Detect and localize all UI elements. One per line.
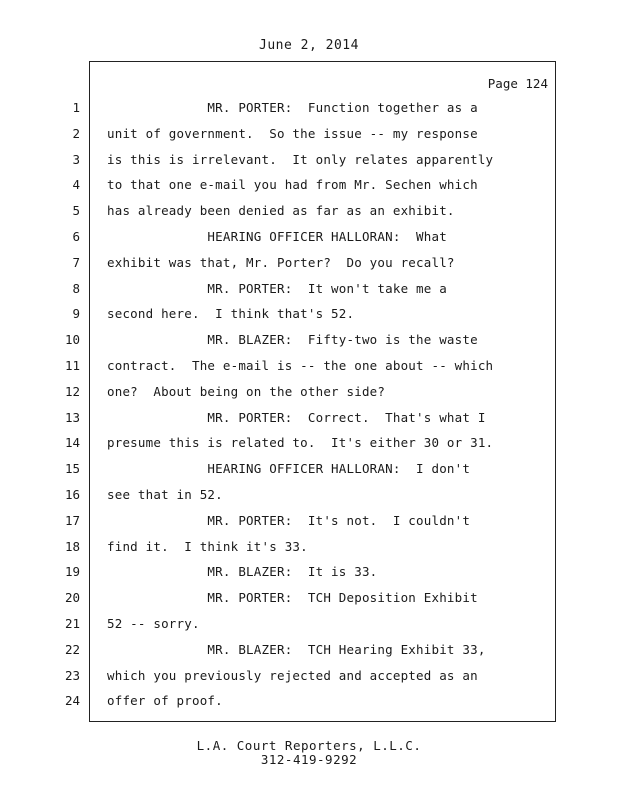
line-text: see that in 52. — [107, 487, 223, 502]
line-number: 23 — [64, 667, 80, 683]
footer-company: L.A. Court Reporters, L.L.C. — [196, 738, 422, 753]
line-number: 20 — [64, 590, 80, 606]
line-number: 22 — [64, 641, 80, 657]
line-number: 10 — [64, 332, 80, 348]
page-number: Page 124 — [487, 76, 548, 91]
line-number: 11 — [64, 358, 80, 373]
line-text: second here. I think that's 52. — [107, 306, 355, 322]
line-number: 24 — [64, 693, 80, 709]
line-text: presume this is related to. It's either 30 or 31. — [107, 435, 494, 451]
line-number: 17 — [64, 512, 80, 528]
line-text: one? About being on the other side? — [107, 383, 386, 399]
line-text: MR. PORTER: Correct. That's what I — [107, 409, 486, 425]
line-number: 21 — [64, 616, 80, 631]
line-number: 7 — [72, 254, 80, 270]
line-text: exhibit was that, Mr. Porter? Do you recall? — [107, 254, 455, 270]
line-number: 13 — [64, 409, 80, 425]
line-text: unit of government. So the issue -- my response — [107, 125, 478, 141]
line-number: 8 — [72, 280, 80, 296]
line-number: 1 — [72, 100, 80, 115]
footer-phone: 312-419-9292 — [260, 752, 358, 767]
line-text: MR. PORTER: It's not. I couldn't — [107, 512, 471, 528]
line-number: 2 — [72, 125, 80, 141]
line-text: to that one e-mail you had from Mr. Sechen which — [107, 177, 478, 193]
line-text: MR. PORTER: It won't take me a — [107, 280, 447, 296]
line-text: MR. PORTER: TCH Deposition Exhibit — [107, 590, 478, 606]
line-number: 18 — [64, 538, 80, 554]
line-text: MR. PORTER: Function together as a — [107, 100, 478, 115]
line-number: 15 — [64, 461, 80, 477]
line-number: 4 — [72, 177, 80, 193]
line-text: contract. The e-mail is -- the one about -- which — [107, 358, 494, 373]
line-text: HEARING OFFICER HALLORAN: What — [107, 229, 447, 244]
line-text: is this is irrelevant. It only relates apparently — [107, 151, 494, 167]
header-date: June 2, 2014 — [259, 38, 359, 53]
line-number: 12 — [64, 383, 80, 399]
line-text: MR. BLAZER: It is 33. — [107, 564, 378, 580]
line-text: HEARING OFFICER HALLORAN: I don't — [107, 461, 471, 477]
line-text: has already been denied as far as an exhibit. — [107, 203, 455, 219]
line-number: 19 — [64, 564, 80, 580]
line-text: 52 -- sorry. — [107, 616, 200, 631]
line-number: 16 — [64, 487, 80, 502]
line-number: 14 — [64, 435, 80, 451]
line-text: which you previously rejected and accepted as an — [107, 667, 478, 683]
line-number: 6 — [72, 229, 80, 244]
line-number: 9 — [72, 306, 80, 322]
line-text: find it. I think it's 33. — [107, 538, 308, 554]
line-text: offer of proof. — [107, 693, 223, 709]
line-number: 3 — [72, 151, 80, 167]
line-text: MR. BLAZER: TCH Hearing Exhibit 33, — [107, 641, 486, 657]
line-number: 5 — [72, 203, 80, 219]
line-text: MR. BLAZER: Fifty-two is the waste — [107, 332, 478, 348]
